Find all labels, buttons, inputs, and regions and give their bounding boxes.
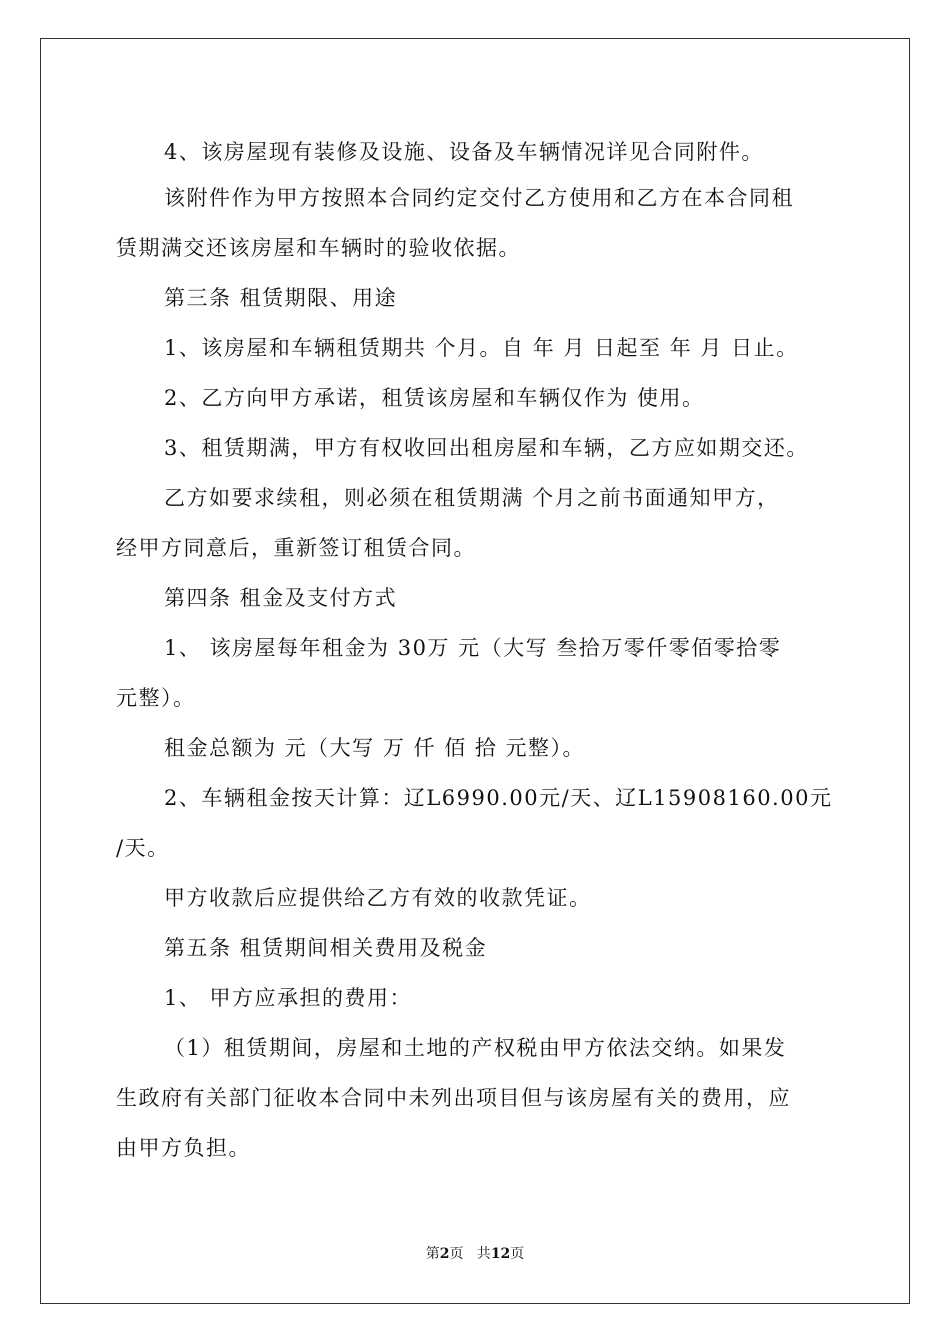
paragraph-line: 4、该房屋现有装修及设施、设备及车辆情况详见合同附件。 xyxy=(164,140,764,164)
paragraph-line: 租金总额为 元（大写 万 仟 佰 拾 元整）。 xyxy=(164,736,586,760)
paragraph-line: 元整）。 xyxy=(116,686,196,710)
page-number-prefix: 第 xyxy=(425,1246,440,1262)
page-footer xyxy=(0,1244,950,1264)
paragraph-line: 甲方收款后应提供给乙方有效的收款凭证。 xyxy=(164,886,592,910)
paragraph-line: 2、乙方向甲方承诺，租赁该房屋和车辆仅作为 使用。 xyxy=(164,386,705,410)
paragraph-line: 该附件作为甲方按照本合同约定交付乙方使用和乙方在本合同租 xyxy=(164,186,794,210)
paragraph-line: 1、 甲方应承担的费用： xyxy=(164,986,413,1010)
section-heading: 第四条 租金及支付方式 xyxy=(164,586,398,610)
section-heading: 第三条 租赁期限、用途 xyxy=(164,286,398,310)
paragraph-line: 由甲方负担。 xyxy=(116,1136,251,1160)
page-number-total: 12 xyxy=(490,1246,511,1262)
section-heading: 第五条 租赁期间相关费用及税金 xyxy=(164,936,488,960)
paragraph-line: 2、车辆租金按天计算：辽L6990.00元/天、辽L15908160.00元 xyxy=(164,786,833,810)
paragraph-line: /天。 xyxy=(116,836,170,860)
page-number-mid: 页 共 xyxy=(449,1246,491,1262)
page-number-current: 2 xyxy=(439,1246,450,1262)
page-border xyxy=(40,38,910,1304)
paragraph-line: 1、 该房屋每年租金为 30万 元（大写 叁拾万零仟零佰零拾零 xyxy=(164,636,782,660)
paragraph-line: （1）租赁期间，房屋和土地的产权税由甲方依法交纳。如果发 xyxy=(164,1036,787,1060)
paragraph-line: 乙方如要求续租，则必须在租赁期满 个月之前书面通知甲方， xyxy=(164,486,780,510)
paragraph-line: 3、租赁期满，甲方有权收回出租房屋和车辆，乙方应如期交还。 xyxy=(164,436,809,460)
paragraph-line: 赁期满交还该房屋和车辆时的验收依据。 xyxy=(116,236,521,260)
paragraph-line: 生政府有关部门征收本合同中未列出项目但与该房屋有关的费用，应 xyxy=(116,1086,791,1110)
paragraph-line: 经甲方同意后，重新签订租赁合同。 xyxy=(116,536,476,560)
page-number-suffix: 页 xyxy=(510,1246,525,1262)
paragraph-line: 1、该房屋和车辆租赁期共 个月。自 年 月 日起至 年 月 日止。 xyxy=(164,336,799,360)
